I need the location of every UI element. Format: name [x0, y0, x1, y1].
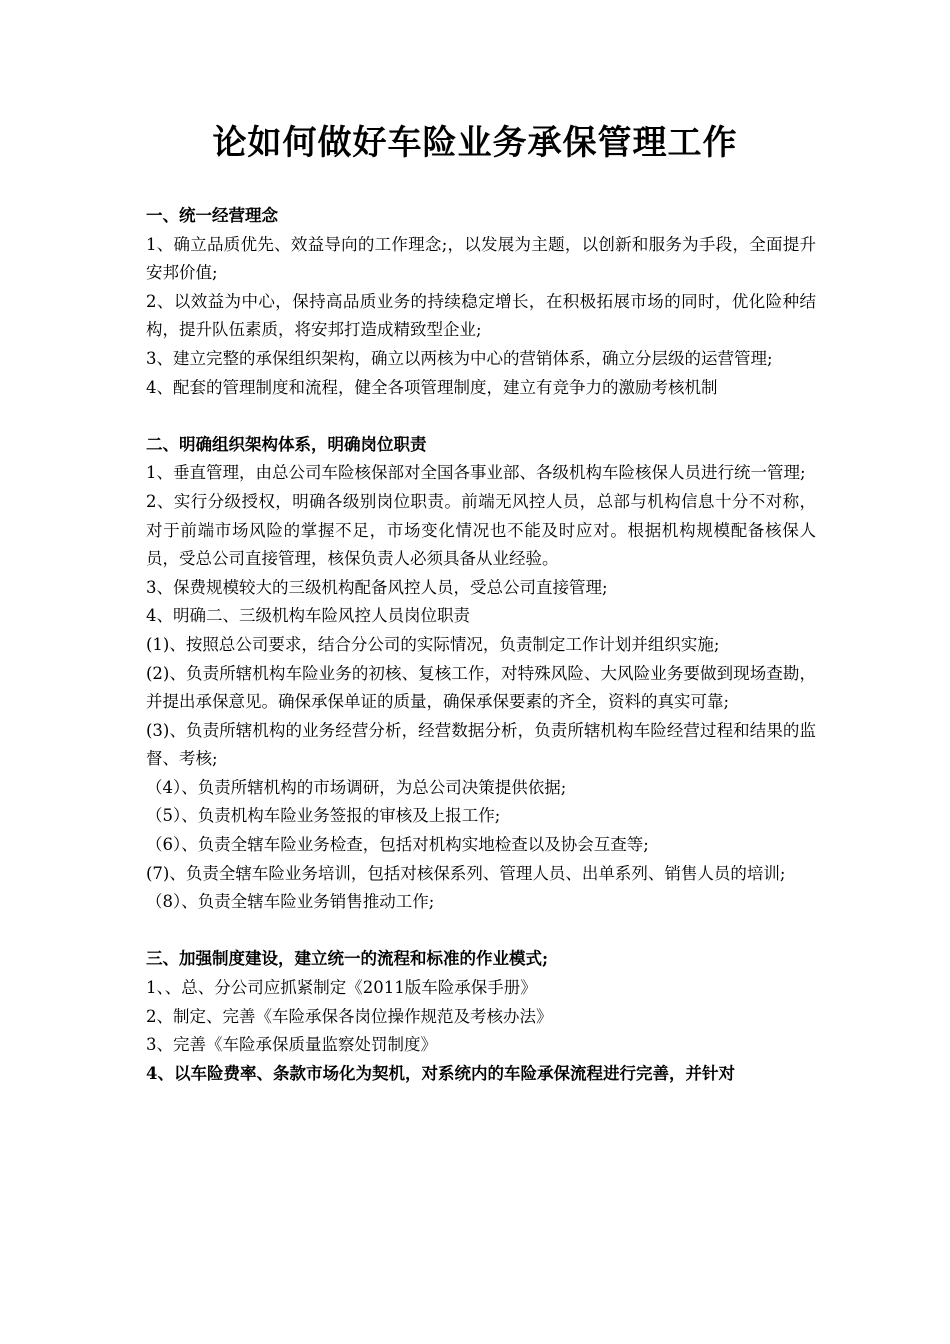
paragraph: (7)、负责全辖车险业务培训，包括对核保系列、管理人员、出单系列、销售人员的培训;	[146, 863, 786, 883]
page-title: 论如何做好车险业务承保管理工作	[212, 123, 738, 163]
paragraph: 3、保费规模较大的三级机构配备风控人员，受总公司直接管理;	[146, 577, 608, 597]
paragraph: 2、实行分级授权，明确各级别岗位职责。前端无风控人员，总部与机构信息十分不对称，对于前端市场风险的掌握不足，市场变化情况也不能及时应对。根据机构规模配备核保人员，受总公司直接管理，核保负责人必须具备从业经验。	[146, 491, 816, 569]
section-heading-2: 二、明确组织架构体系，明确岗位职责	[146, 434, 427, 454]
paragraph: 1、确立品质优先、效益导向的工作理念;，以发展为主题，以创新和服务为手段，全面提升安邦价值;	[146, 234, 816, 283]
section-heading-3: 三、加强制度建设，建立统一的流程和标准的作业模式;	[146, 949, 549, 969]
paragraph: 3、建立完整的承保组织架构，确立以两核为中心的营销体系，确立分层级的运营管理;	[146, 348, 773, 368]
document-body	[146, 202, 816, 1088]
paragraph: 4、配套的管理制度和流程，健全各项管理制度，建立有竞争力的激励考核机制	[146, 377, 718, 397]
paragraph: 4、明确二、三级机构车险风控人员岗位职责	[146, 606, 470, 626]
paragraph: (3)、负责所辖机构的业务经营分析，经营数据分析，负责所辖机构车险经营过程和结果的监督、考核;	[146, 720, 816, 769]
paragraph: 1、、总、分公司应抓紧制定《2011版车险承保手册》	[146, 978, 537, 998]
paragraph: 2、以效益为中心，保持高品质业务的持续稳定增长，在积极拓展市场的同时，优化险种结构，提升队伍素质，将安邦打造成精致型企业;	[146, 291, 816, 340]
paragraph: （6）、负责全辖车险业务检查，包括对机构实地检查以及协会互查等;	[146, 835, 649, 855]
paragraph: 2、制定、完善《车险承保各岗位操作规范及考核办法》	[146, 1006, 553, 1026]
paragraph-bold: 4、以车险费率、条款市场化为契机，对系统内的车险承保流程进行完善，并针对	[146, 1063, 735, 1083]
paragraph: (2)、负责所辖机构车险业务的初核、复核工作，对特殊风险、大风险业务要做到现场查勘，并提出承保意见。确保承保单证的质量，确保承保要素的齐全，资料的真实可靠;	[146, 663, 816, 712]
section-heading-1: 一、统一经营理念	[146, 206, 278, 225]
paragraph: （5）、负责机构车险业务签报的审核及上报工作;	[146, 806, 501, 826]
spacer	[146, 917, 816, 946]
paragraph: 1、垂直管理，由总公司车险核保部对全国各事业部、各级机构车险核保人员进行统一管理;	[146, 463, 806, 483]
paragraph: （8）、负责全辖车险业务销售推动工作;	[146, 892, 435, 912]
paragraph: 3、完善《车险承保质量监察处罚制度》	[146, 1035, 437, 1055]
spacer	[146, 402, 816, 431]
paragraph: （4）、负责所辖机构的市场调研，为总公司决策提供依据;	[146, 777, 567, 797]
paragraph: (1)、按照总公司要求，结合分公司的实际情况，负责制定工作计划并组织实施;	[146, 634, 720, 654]
